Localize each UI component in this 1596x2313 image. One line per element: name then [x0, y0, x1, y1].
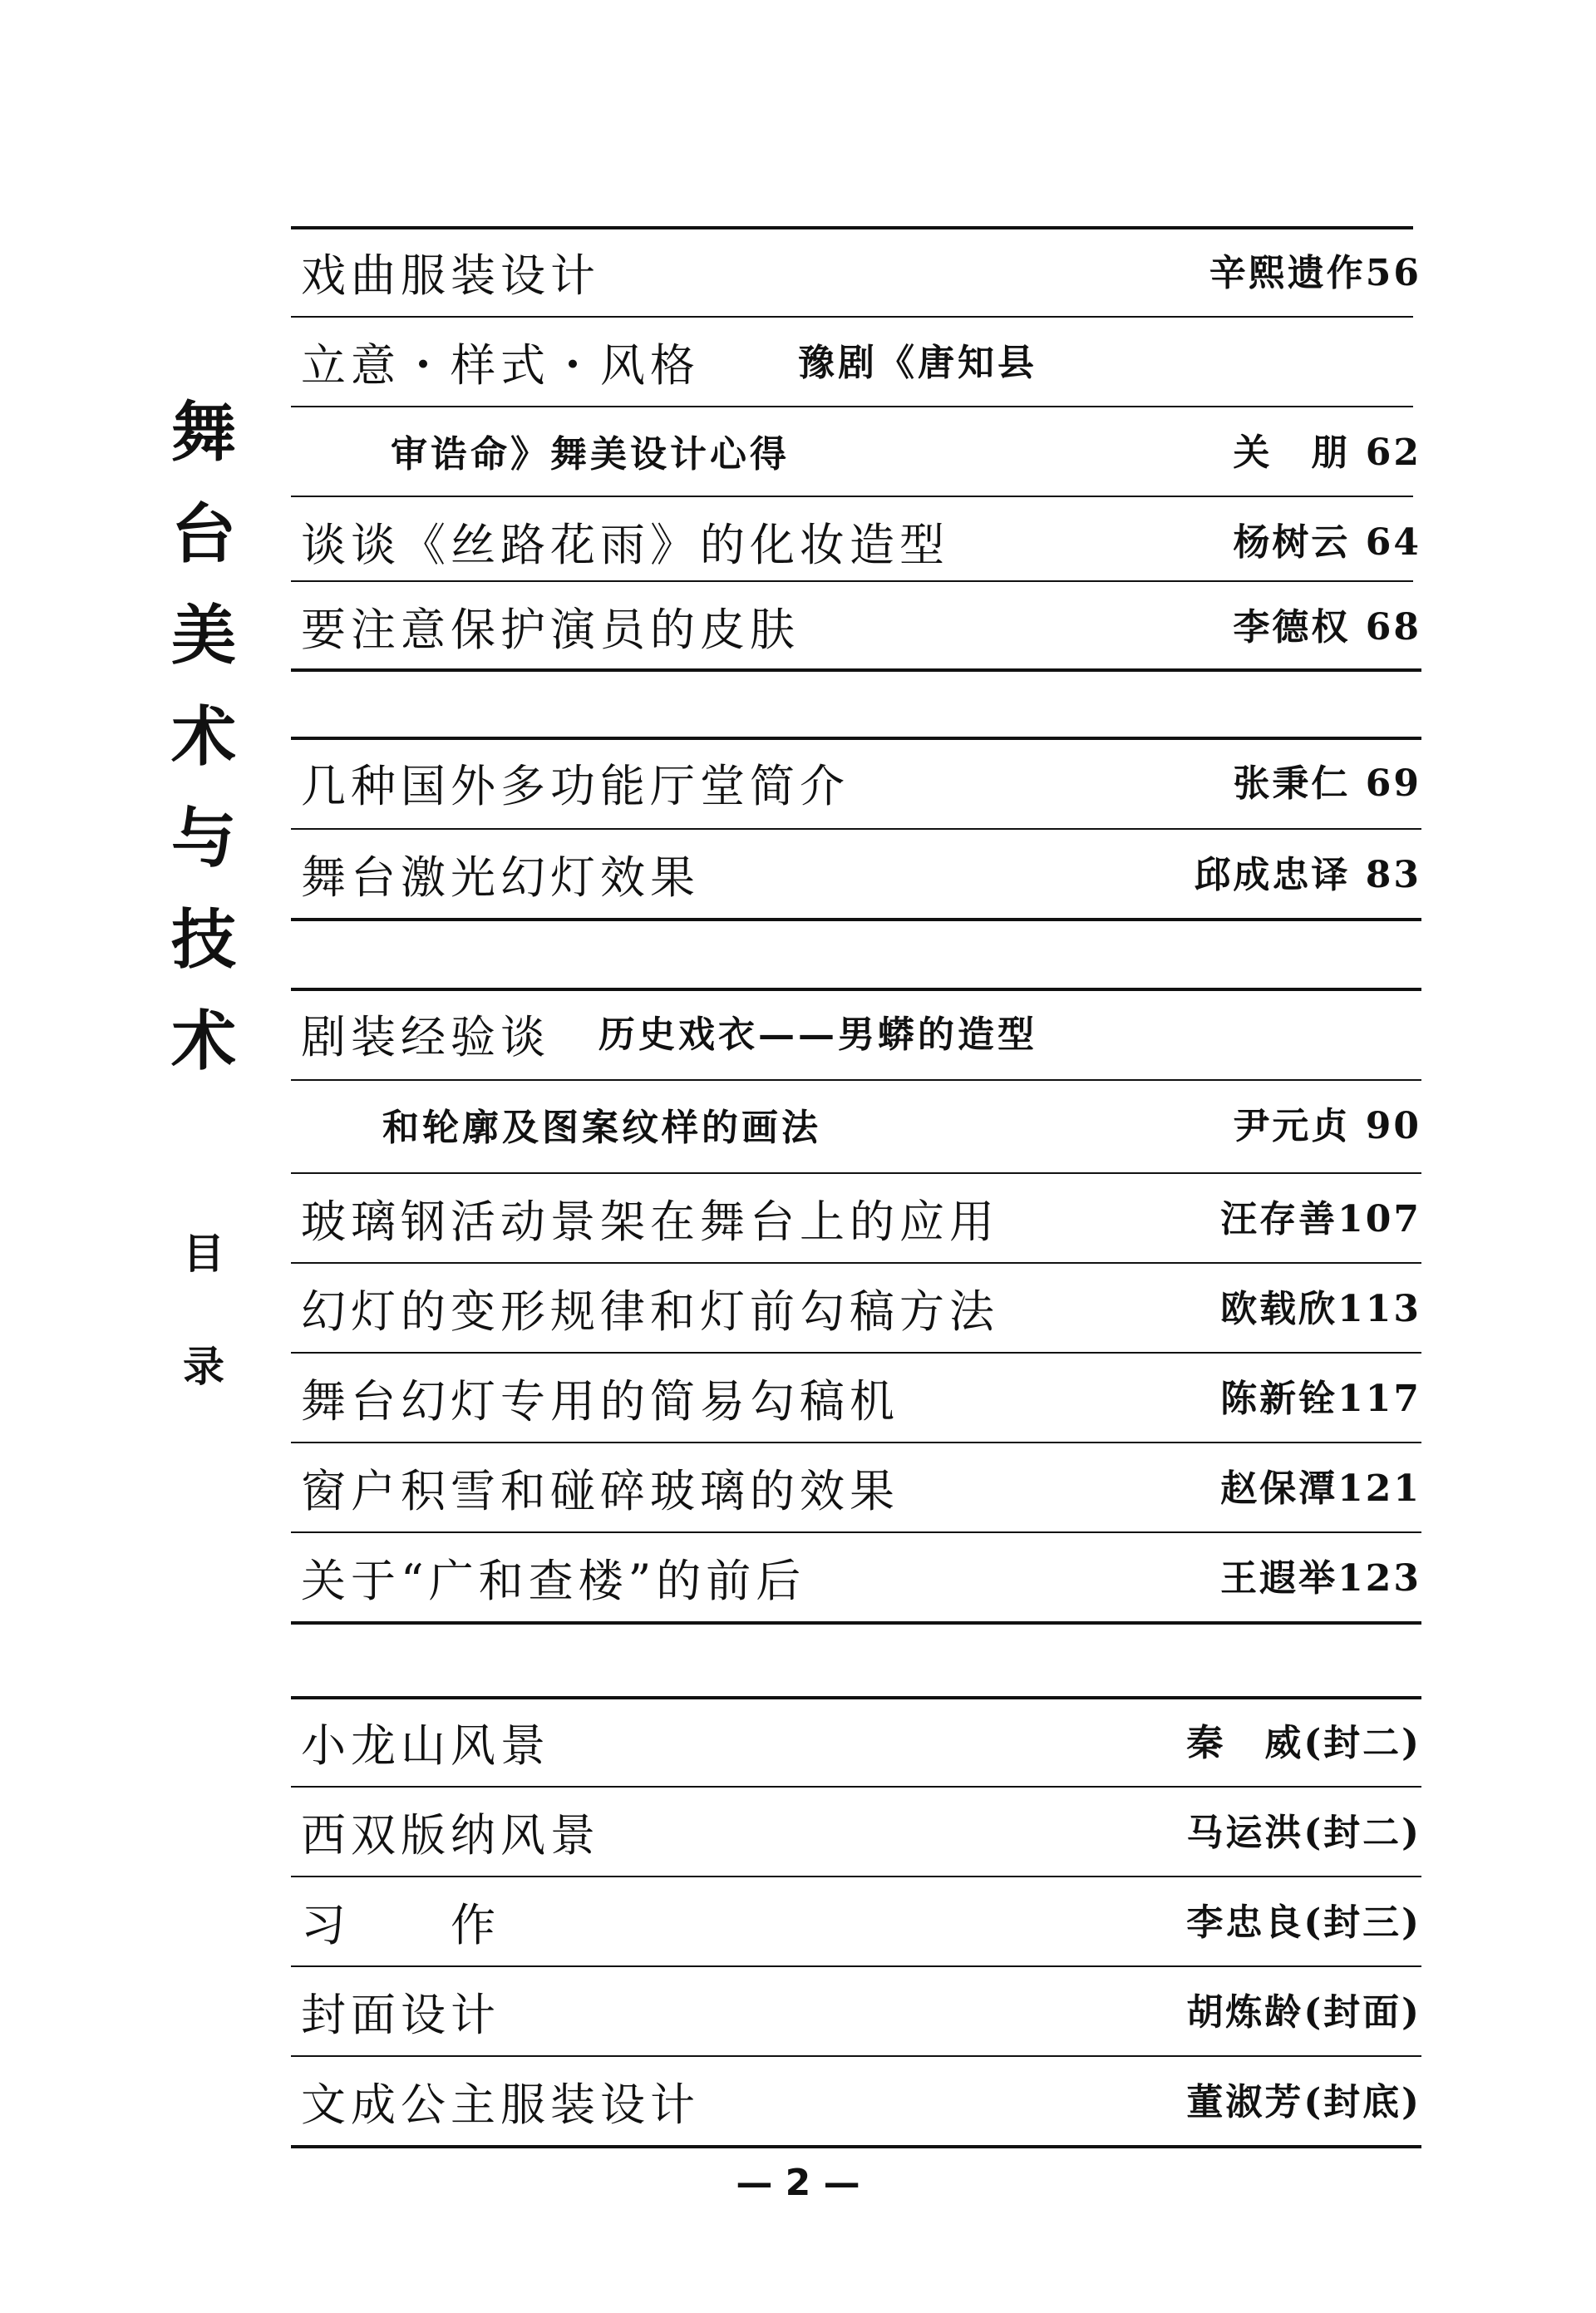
entry-author: 杨树云 64 [1233, 521, 1421, 564]
entry-author: 陈新铨117 [1220, 1378, 1421, 1420]
toc-entry[interactable] [291, 1876, 1421, 1965]
entry-title: 舞台幻灯专用的简易勾稿机 [301, 1375, 899, 1428]
title-char: 台 [170, 497, 236, 572]
section-divider [291, 918, 1421, 921]
entry-author: 董淑芳(封底) [1186, 2081, 1421, 2123]
entry-title: 几种国外多功能厅堂简介 [301, 760, 850, 812]
entry-title: 封面设计 [301, 1989, 500, 2041]
entry-title: 习 作 [301, 1899, 500, 1951]
toc-entry[interactable] [291, 316, 1421, 406]
toc-entry[interactable] [291, 1262, 1421, 1352]
entry-author: 胡炼龄(封面) [1186, 1991, 1421, 2034]
toc-entry[interactable] [291, 406, 1421, 496]
entry-author: 赵保潭121 [1220, 1467, 1421, 1510]
entry-author: 尹元贞 90 [1233, 1105, 1421, 1147]
entry-author: 欧载欣113 [1220, 1288, 1421, 1330]
entry-title: 小龙山风景 [301, 1719, 550, 1772]
toc-entry[interactable] [291, 1079, 1421, 1169]
toc-label-char: 目 [183, 1230, 224, 1278]
entry-title: 文成公主服装设计 [301, 2079, 700, 2131]
entry-subtitle: 历史戏衣——男蟒的造型 [598, 1013, 1037, 1056]
toc-entry[interactable] [291, 988, 1421, 1078]
magazine-title [158, 382, 249, 1092]
entry-author: 李德权 68 [1233, 606, 1421, 649]
toc-entry[interactable] [291, 226, 1421, 316]
entry-title: 立意・样式・风格 [301, 339, 700, 392]
entry-title: 幻灯的变形规律和灯前勾稿方法 [301, 1285, 999, 1338]
entry-title: 玻璃钢活动景架在舞台上的应用 [301, 1196, 999, 1248]
entry-title: 西双版纳风景 [301, 1809, 600, 1862]
entry-author: 王遐举123 [1220, 1557, 1421, 1600]
entry-author: 张秉仁 69 [1233, 762, 1421, 805]
entry-title: 要注意保护演员的皮肤 [301, 604, 800, 656]
entry-author: 辛熙遗作56 [1209, 252, 1421, 294]
entry-subtitle: 和轮廓及图案纹样的画法 [382, 1107, 821, 1149]
title-char: 技 [170, 903, 236, 978]
entry-title: 戏曲服装设计 [301, 249, 600, 302]
entry-author: 李忠良(封三) [1186, 1901, 1421, 1944]
entry-title: 关于“广和查楼”的前后 [301, 1555, 806, 1607]
toc-entry[interactable] [291, 737, 1421, 826]
toc-entry[interactable] [291, 1696, 1421, 1786]
entry-title: 窗户积雪和碰碎玻璃的效果 [301, 1465, 899, 1517]
entry-author: 关 朋 62 [1233, 432, 1421, 474]
title-char: 舞 [170, 396, 236, 471]
title-char: 美 [170, 599, 236, 673]
title-char: 术 [170, 700, 236, 775]
section-divider [291, 1621, 1421, 1625]
toc-entry[interactable] [291, 1786, 1421, 1876]
entry-author: 秦 威(封二) [1186, 1722, 1421, 1764]
toc-entry[interactable] [291, 1352, 1421, 1442]
title-char: 与 [170, 801, 236, 876]
section-divider [291, 2145, 1421, 2148]
toc-entry[interactable] [291, 1531, 1421, 1621]
toc-entry[interactable] [291, 1172, 1421, 1262]
toc-entry[interactable] [291, 580, 1421, 670]
entry-author: 邱成忠译 83 [1194, 854, 1421, 896]
table-of-contents [291, 0, 1421, 2245]
toc-entry[interactable] [291, 1965, 1421, 2055]
toc-entry[interactable] [291, 1442, 1421, 1531]
entry-author: 马运洪(封二) [1186, 1812, 1421, 1854]
entry-title: 剧装经验谈 [301, 1011, 550, 1063]
entry-title: 舞台激光幻灯效果 [301, 851, 700, 904]
toc-entry[interactable] [291, 496, 1421, 585]
entry-subtitle: 审诰命》舞美设计心得 [391, 433, 790, 476]
toc-entry[interactable] [291, 2055, 1421, 2145]
entry-title: 谈谈《丝路花雨》的化妆造型 [301, 519, 949, 571]
toc-entry[interactable] [291, 828, 1421, 918]
section-divider [291, 668, 1421, 672]
entry-subtitle: 豫剧《唐知县 [798, 342, 1037, 384]
title-char: 术 [170, 1004, 236, 1079]
toc-label-char: 录 [183, 1343, 224, 1391]
page-number: — 2 — [736, 2162, 860, 2204]
toc-label [179, 1197, 229, 1423]
entry-author: 汪存善107 [1220, 1198, 1421, 1240]
